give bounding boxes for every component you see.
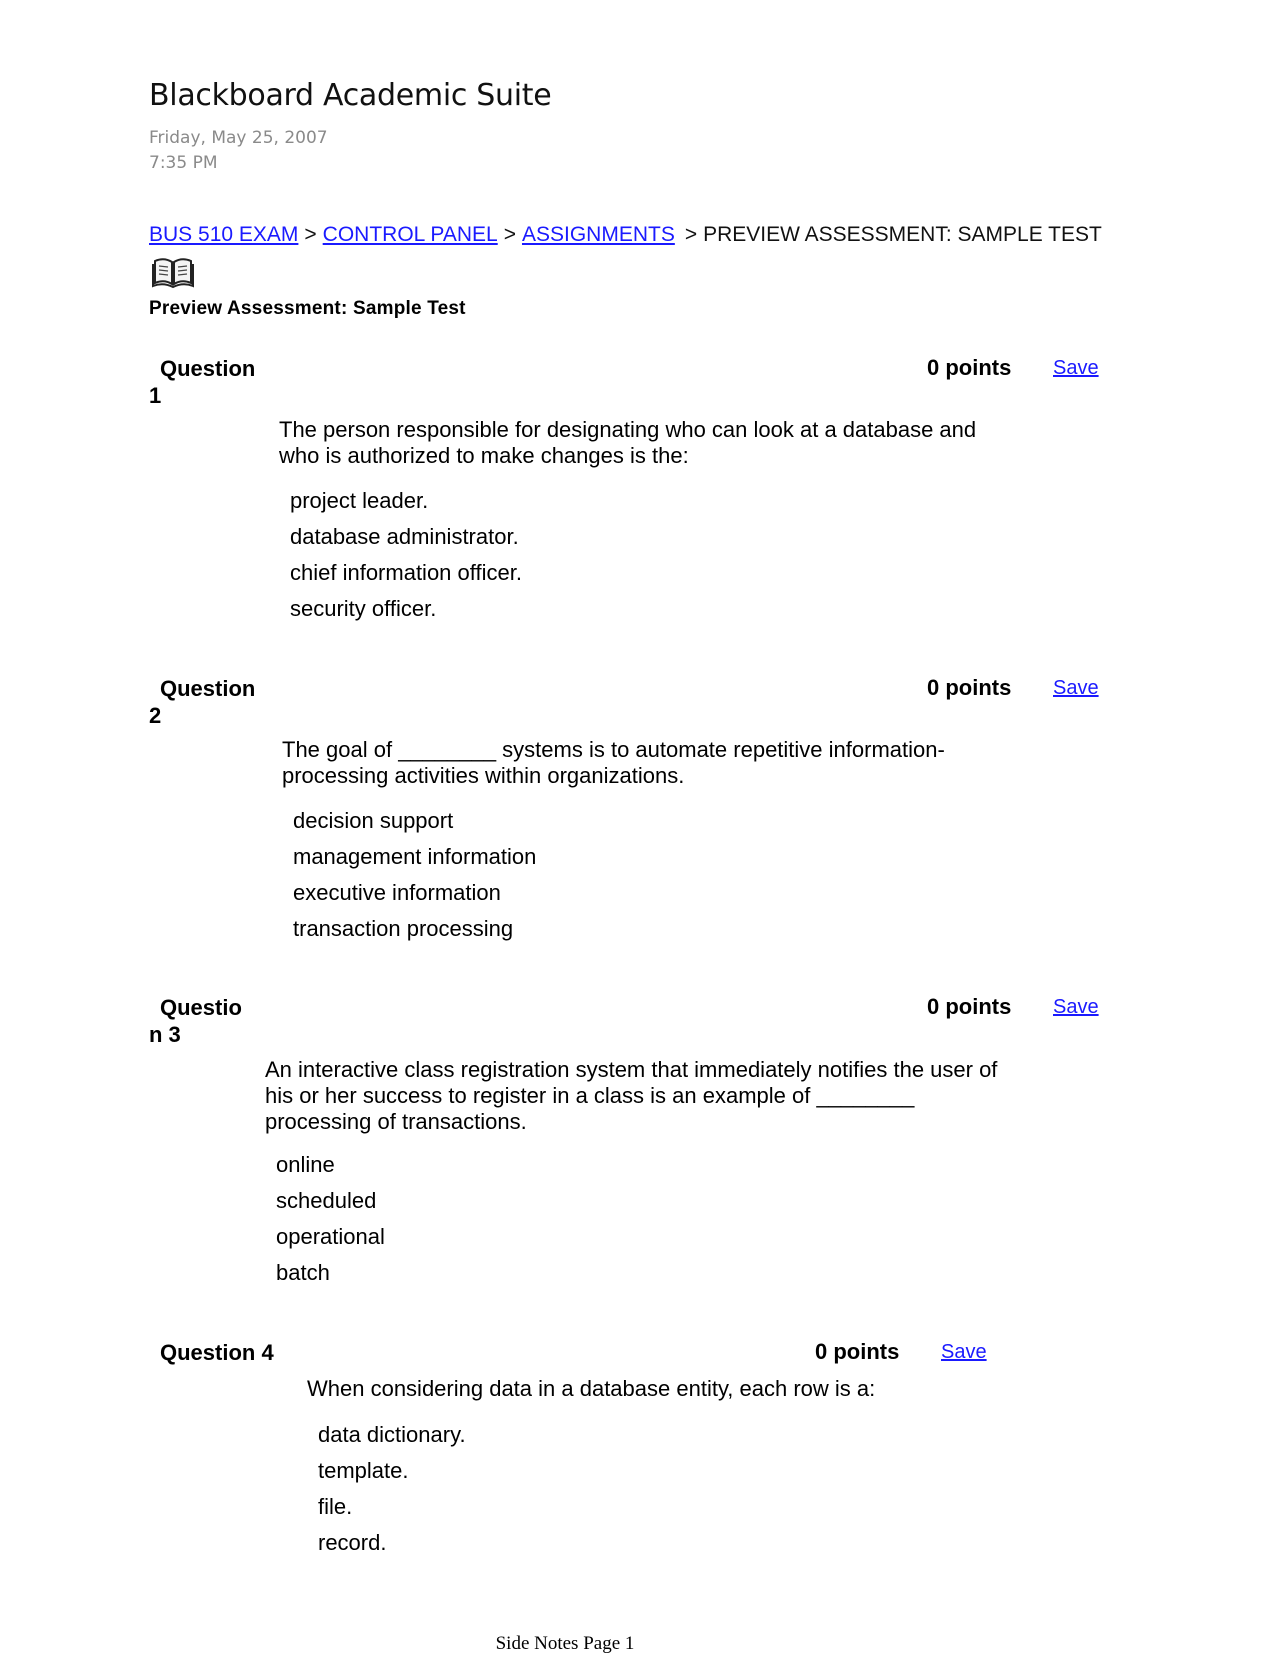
answer-option[interactable]: project leader. <box>290 488 429 513</box>
breadcrumb-link-assignments[interactable]: ASSIGNMENTS <box>521 223 675 246</box>
question-2-save-link[interactable]: Save <box>1053 677 1099 699</box>
time-stamp: 7:35 PM <box>149 153 218 173</box>
question-1-label: Question <box>160 356 256 381</box>
breadcrumb <box>149 223 1102 247</box>
question-2-answers <box>293 803 536 947</box>
question-3-answers <box>276 1147 385 1291</box>
answer-option[interactable]: batch <box>276 1260 330 1285</box>
page-footer: Side Notes Page 1 <box>495 1633 635 1654</box>
answer-option[interactable]: online <box>276 1152 335 1177</box>
question-4-answers <box>318 1417 466 1561</box>
answer-option[interactable]: scheduled <box>276 1188 377 1213</box>
question-1-save-link[interactable]: Save <box>1053 357 1099 379</box>
question-3-points: 0 points <box>927 994 1012 1019</box>
answer-option[interactable]: record. <box>318 1530 387 1555</box>
question-4-text: When considering data in a database entity, each row is a: <box>307 1376 876 1401</box>
answer-option[interactable]: template. <box>318 1458 409 1483</box>
breadcrumb-link-control-panel[interactable]: CONTROL PANEL <box>322 223 498 246</box>
answer-option[interactable]: operational <box>276 1224 385 1249</box>
answer-option[interactable]: management information <box>293 844 537 869</box>
book-icon <box>152 255 194 294</box>
answer-option[interactable]: file. <box>318 1494 353 1519</box>
page-title: Preview Assessment: Sample Test <box>149 298 466 319</box>
question-4-points: 0 points <box>815 1339 900 1364</box>
answer-option[interactable]: data dictionary. <box>318 1422 466 1447</box>
date-stamp: Friday, May 25, 2007 <box>149 128 328 148</box>
question-3-label: Questio <box>160 995 242 1020</box>
answer-option[interactable]: transaction processing <box>293 916 514 941</box>
question-1-number: 1 <box>149 383 162 408</box>
app-title: Blackboard Academic Suite <box>149 78 552 113</box>
question-3-text: An interactive class registration system that immediately notifies the user of his or her success to register in a class is an example of ________ processing of transactions. <box>265 1057 998 1134</box>
question-1-text: The person responsible for designating who can look at a database and who is authorized to make changes is the: <box>279 417 977 468</box>
question-4-label: Question 4 <box>160 1340 274 1365</box>
answer-option[interactable]: executive information <box>293 880 501 905</box>
question-2-points: 0 points <box>927 675 1012 700</box>
breadcrumb-link-exam[interactable]: BUS 510 EXAM <box>149 223 299 246</box>
question-1-points: 0 points <box>927 355 1012 380</box>
answer-option[interactable]: decision support <box>293 808 454 833</box>
answer-option[interactable]: database administrator. <box>290 524 519 549</box>
question-1-answers <box>290 483 522 627</box>
breadcrumb-current: PREVIEW ASSESSMENT: SAMPLE TEST <box>703 223 1102 246</box>
question-3-save-link[interactable]: Save <box>1053 996 1099 1018</box>
question-2-text: The goal of ________ systems is to automate repetitive information-processing activities within organizations. <box>282 737 945 788</box>
question-4-save-link[interactable]: Save <box>941 1341 987 1363</box>
answer-option[interactable]: security officer. <box>290 596 437 621</box>
breadcrumb-separator: > <box>304 223 317 246</box>
breadcrumb-separator: > <box>684 223 698 246</box>
breadcrumb-separator: > <box>503 223 516 246</box>
question-2-label: Question <box>160 676 256 701</box>
question-3-number: n 3 <box>149 1022 181 1047</box>
question-2-number: 2 <box>149 703 162 728</box>
answer-option[interactable]: chief information officer. <box>290 560 522 585</box>
